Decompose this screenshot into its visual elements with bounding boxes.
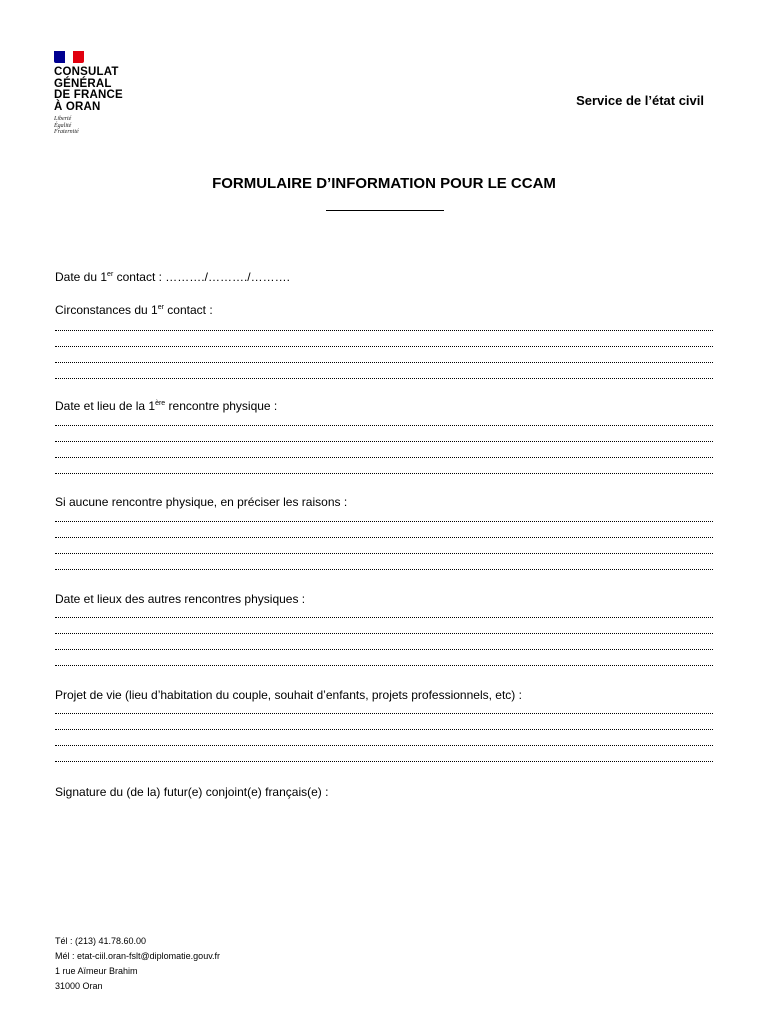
rencontre-physique-line-3[interactable] <box>55 457 713 458</box>
circonstances-label: Circonstances du 1er contact : <box>55 303 213 317</box>
title-underline <box>326 210 444 211</box>
projet-de-vie-line-3[interactable] <box>55 745 713 746</box>
circonstances-line-4[interactable] <box>55 378 713 379</box>
projet-de-vie-label: Projet de vie (lieu d’habitation du couple, souhait d’enfants, projets professionnels, etc) : <box>55 688 522 702</box>
autres-rencontres-line-1[interactable] <box>55 617 713 618</box>
contact-footer <box>55 934 220 994</box>
logo-line-3: DE FRANCE <box>54 89 123 101</box>
logo-line-1: CONSULAT <box>54 66 119 78</box>
rencontre-physique-line-4[interactable] <box>55 473 713 474</box>
footer-email: Mél : etat-ciil.oran-fslt@diplomatie.gouv.fr <box>55 951 221 961</box>
service-label: Service de l’état civil <box>576 93 704 108</box>
autres-rencontres-line-4[interactable] <box>55 665 713 666</box>
circonstances-line-1[interactable] <box>55 330 713 331</box>
motto-egalite: Égalité <box>54 122 72 129</box>
aucune-rencontre-label: Si aucune rencontre physique, en préciser les raisons : <box>55 495 348 509</box>
autres-rencontres-line-2[interactable] <box>55 633 713 634</box>
form-title: FORMULAIRE D’INFORMATION POUR LE CCAM <box>212 175 556 192</box>
signature-label: Signature du (de la) futur(e) conjoint(e) français(e) : <box>55 785 329 799</box>
circonstances-line-3[interactable] <box>55 362 713 363</box>
aucune-rencontre-line-3[interactable] <box>55 553 713 554</box>
motto-fraternite: Fraternité <box>54 129 79 135</box>
motto <box>54 116 174 136</box>
autres-rencontres-line-3[interactable] <box>55 649 713 650</box>
aucune-rencontre-line-1[interactable] <box>55 521 713 522</box>
footer-address: 1 rue Aïmeur Brahim <box>55 966 138 976</box>
motto-liberte: Liberté <box>54 116 72 122</box>
autres-rencontres-label: Date et lieux des autres rencontres physiques : <box>55 592 306 606</box>
projet-de-vie-line-2[interactable] <box>55 729 713 730</box>
rencontre-physique-line-1[interactable] <box>55 425 713 426</box>
rencontre-physique-label: Date et lieu de la 1ère rencontre physique : <box>55 399 278 413</box>
footer-city: 31000 Oran <box>55 981 103 991</box>
date-contact-label: Date du 1er contact : ………./………./………. <box>55 270 290 284</box>
logo-line-2: GÉNÉRAL <box>54 77 112 90</box>
projet-de-vie-line-1[interactable] <box>55 713 713 714</box>
footer-tel: Tél : (213) 41.78.60.00 <box>55 936 147 946</box>
aucune-rencontre-line-2[interactable] <box>55 537 713 538</box>
aucune-rencontre-line-4[interactable] <box>55 569 713 570</box>
projet-de-vie-line-4[interactable] <box>55 761 713 762</box>
consulat-logo <box>54 51 174 136</box>
marianne-flag-icon <box>54 51 84 63</box>
circonstances-line-2[interactable] <box>55 346 713 347</box>
logo-line-4: À ORAN <box>54 100 101 113</box>
rencontre-physique-line-2[interactable] <box>55 441 713 442</box>
